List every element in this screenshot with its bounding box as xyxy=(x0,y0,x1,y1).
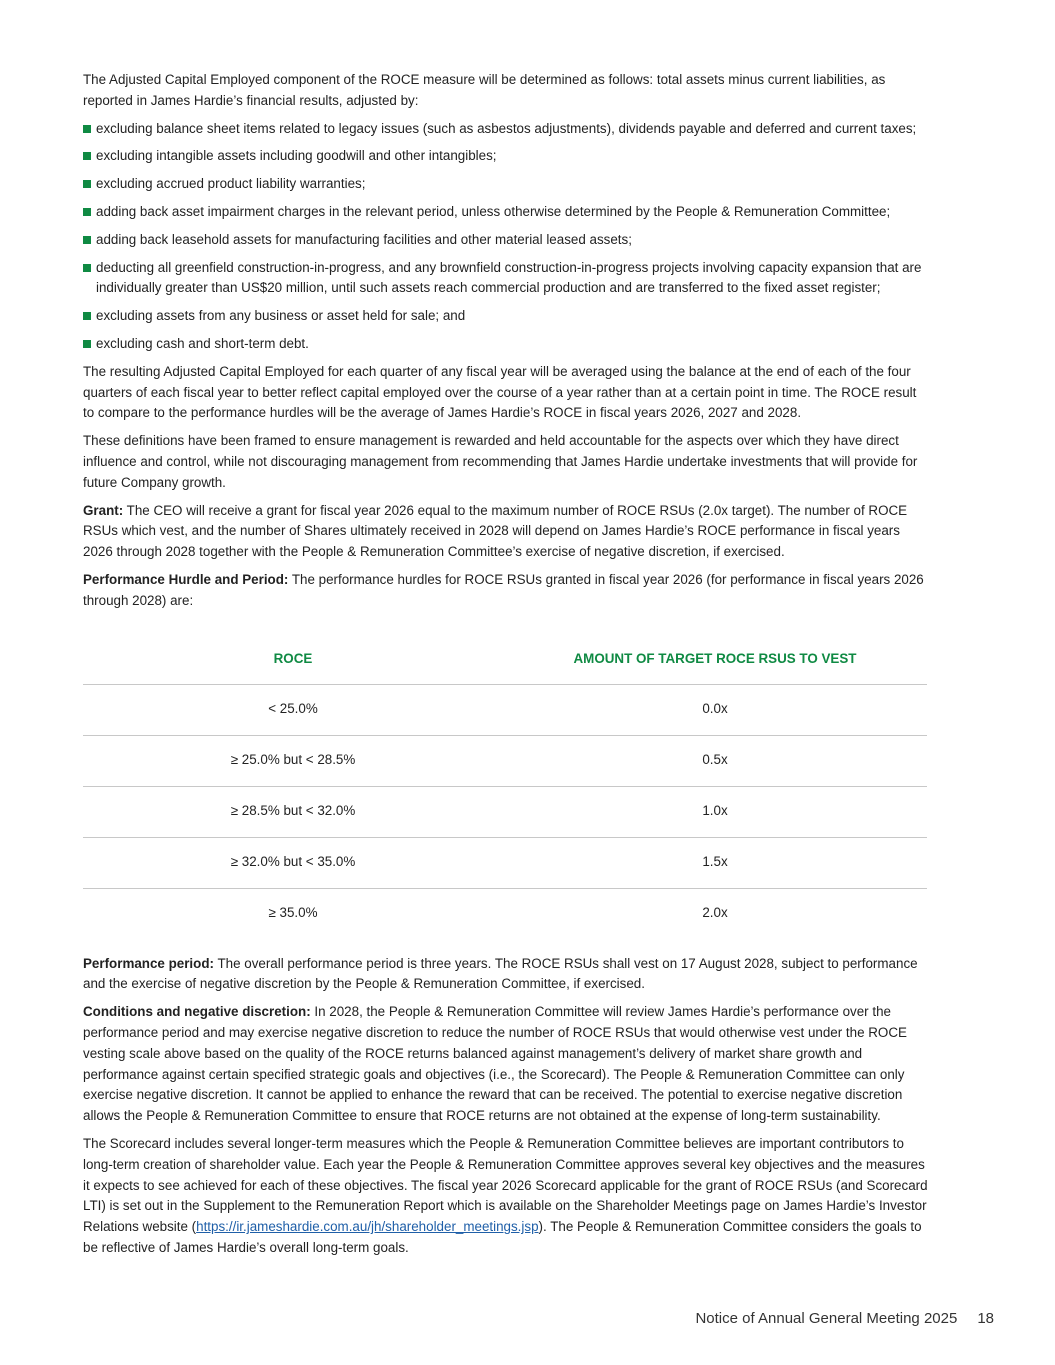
shareholder-meetings-link[interactable]: https://ir.jameshardie.com.au/jh/shareholder_meetings.jsp xyxy=(196,1219,539,1235)
table-header-roce: ROCE xyxy=(83,635,503,685)
table-header-row xyxy=(83,635,927,685)
page-footer xyxy=(695,1310,994,1327)
square-bullet-icon xyxy=(83,125,91,133)
vest-amount-cell: 0.5x xyxy=(503,735,927,786)
list-item: excluding accrued product liability warranties; xyxy=(83,174,929,195)
hurdle-label: Performance Hurdle and Period: xyxy=(83,571,289,587)
square-bullet-icon xyxy=(83,236,91,244)
conditions-text: In 2028, the People & Remuneration Committee will review James Hardie’s performance over the performance period and may exercise negative discretion to reduce the number of ROCE RSUs that would otherwise vest under the ROCE vesting scale above based on the quality of the ROCE returns balanced against management’s delivery of market share growth and performance against certain specified strategic goals and objectives (i.e., the Scorecard). The People & Remuneration Committee can only exercise negative discretion. It cannot be applied to enhance the reward that can be received. The potential to exercise negative discretion allows the People & Remuneration Committee to ensure that ROCE returns are not obtained at the expense of long-term sustainability. xyxy=(83,1004,907,1124)
adjustment-list xyxy=(83,119,929,355)
roce-range-cell: ≥ 32.0% but < 35.0% xyxy=(83,837,503,888)
table-row xyxy=(83,888,927,939)
vest-amount-cell: 2.0x xyxy=(702,905,728,921)
square-bullet-icon xyxy=(83,312,91,320)
table-row xyxy=(83,684,927,735)
table-row xyxy=(83,735,927,786)
page-number: 18 xyxy=(977,1310,994,1327)
square-bullet-icon xyxy=(83,152,91,160)
period-text: The overall performance period is three years. The ROCE RSUs shall vest on 17 August 2028, subject to performance and the exercise of negative discretion by the People & Remuneration Committee, if exercised. xyxy=(83,955,918,992)
definitions-paragraph: These definitions have been framed to ensure management is rewarded and held accountable for the aspects over which they have direct influence and control, while not discouraging management from recommending that James Hardie undertake investments that will provide for future Company growth. xyxy=(83,433,918,490)
list-item: adding back leasehold assets for manufacturing facilities and other material leased assets; xyxy=(83,230,929,251)
scorecard-text-before: The Scorecard includes several longer-term measures which the People & Remuneration Committee believes are important contributors to long-term creation of shareholder value. Each year the People & Remuneration Committee approves several key objectives and the measures it expects to see achieved for each of these objectives. The fiscal year 2026 Scorecard applicable for the grant of ROCE RSUs (and Scorecard LTI) is set out in the Supplement to the Remuneration Report which is available on the Shareholder Meetings page on James Hardie’s Investor Relations website ( xyxy=(83,1135,928,1235)
table-header-vest-amount: AMOUNT OF TARGET ROCE RSUS TO VEST xyxy=(503,635,927,685)
list-item: excluding balance sheet items related to legacy issues (such as asbestos adjustments), dividends payable and deferred and current taxes; xyxy=(83,119,929,140)
roce-range-cell: ≥ 28.5% but < 32.0% xyxy=(83,786,503,837)
scorecard-text-after: ). The People & Remuneration Committee considers the goals to be reflective of James Hardie’s overall long-term goals. xyxy=(83,1219,922,1255)
square-bullet-icon xyxy=(83,208,91,216)
square-bullet-icon xyxy=(83,264,91,272)
roce-range-cell: < 25.0% xyxy=(83,684,503,735)
list-item: excluding assets from any business or asset held for sale; and xyxy=(83,306,929,327)
hurdle-paragraph xyxy=(83,570,929,612)
square-bullet-icon xyxy=(83,180,91,188)
conditions-paragraph xyxy=(83,1002,929,1127)
hurdle-text: The performance hurdles for ROCE RSUs granted in fiscal year 2026 (for performance in fiscal years 2026 through 2028) are: xyxy=(83,571,924,608)
scorecard-paragraph xyxy=(83,1134,929,1259)
list-item: excluding intangible assets including goodwill and other intangibles; xyxy=(83,146,929,167)
vest-amount-cell: 0.0x xyxy=(503,684,927,735)
roce-range-cell: ≥ 35.0% xyxy=(268,905,318,921)
table-row xyxy=(83,837,927,888)
vest-amount-cell: 1.0x xyxy=(503,786,927,837)
roce-vesting-table xyxy=(83,635,927,939)
square-bullet-icon xyxy=(83,340,91,348)
conditions-label: Conditions and negative discretion: xyxy=(83,1004,311,1020)
list-item: excluding cash and short-term debt. xyxy=(83,334,929,355)
grant-text: The CEO will receive a grant for fiscal year 2026 equal to the maximum number of ROCE RSUs (2.0x target). The number of ROCE RSUs which vest, and the number of Shares ultimately received in 2028 will depend on James Hardie’s ROCE performance in fiscal years 2026 through 2028 together with the People & Remuneration Committee’s exercise of negative discretion, if exercised. xyxy=(83,502,908,560)
list-item: deducting all greenfield construction-in-progress, and any brownfield construction-in-progress projects involving capacity expansion that are individually greater than US$20 million, until such assets reach commercial production and are transferred to the fixed asset register; xyxy=(83,258,929,300)
vest-amount-cell: 1.5x xyxy=(503,837,927,888)
list-item: adding back asset impairment charges in the relevant period, unless otherwise determined by the People & Remuneration Committee; xyxy=(83,202,929,223)
roce-range-cell: ≥ 25.0% but < 28.5% xyxy=(83,735,503,786)
averaging-paragraph: The resulting Adjusted Capital Employed for each quarter of any fiscal year will be averaged using the balance at the end of each of the four quarters of each fiscal year to better reflect capital employed over the course of a year rather than at a certain point in time. The ROCE result to compare to the performance hurdles will be the average of James Hardie’s ROCE in fiscal years 2026, 2027 and 2028. xyxy=(83,363,917,421)
grant-paragraph xyxy=(83,501,929,563)
period-label: Performance period: xyxy=(83,955,214,971)
footer-title: Notice of Annual General Meeting 2025 xyxy=(695,1310,958,1327)
intro-paragraph: The Adjusted Capital Employed component of the ROCE measure will be determined as follows: total assets minus current liabilities, as reported in James Hardie’s financial results, adjusted by: xyxy=(83,72,886,108)
performance-period-paragraph xyxy=(83,954,929,996)
table-row xyxy=(83,786,927,837)
grant-label: Grant: xyxy=(83,502,124,518)
document-body xyxy=(83,70,929,1266)
